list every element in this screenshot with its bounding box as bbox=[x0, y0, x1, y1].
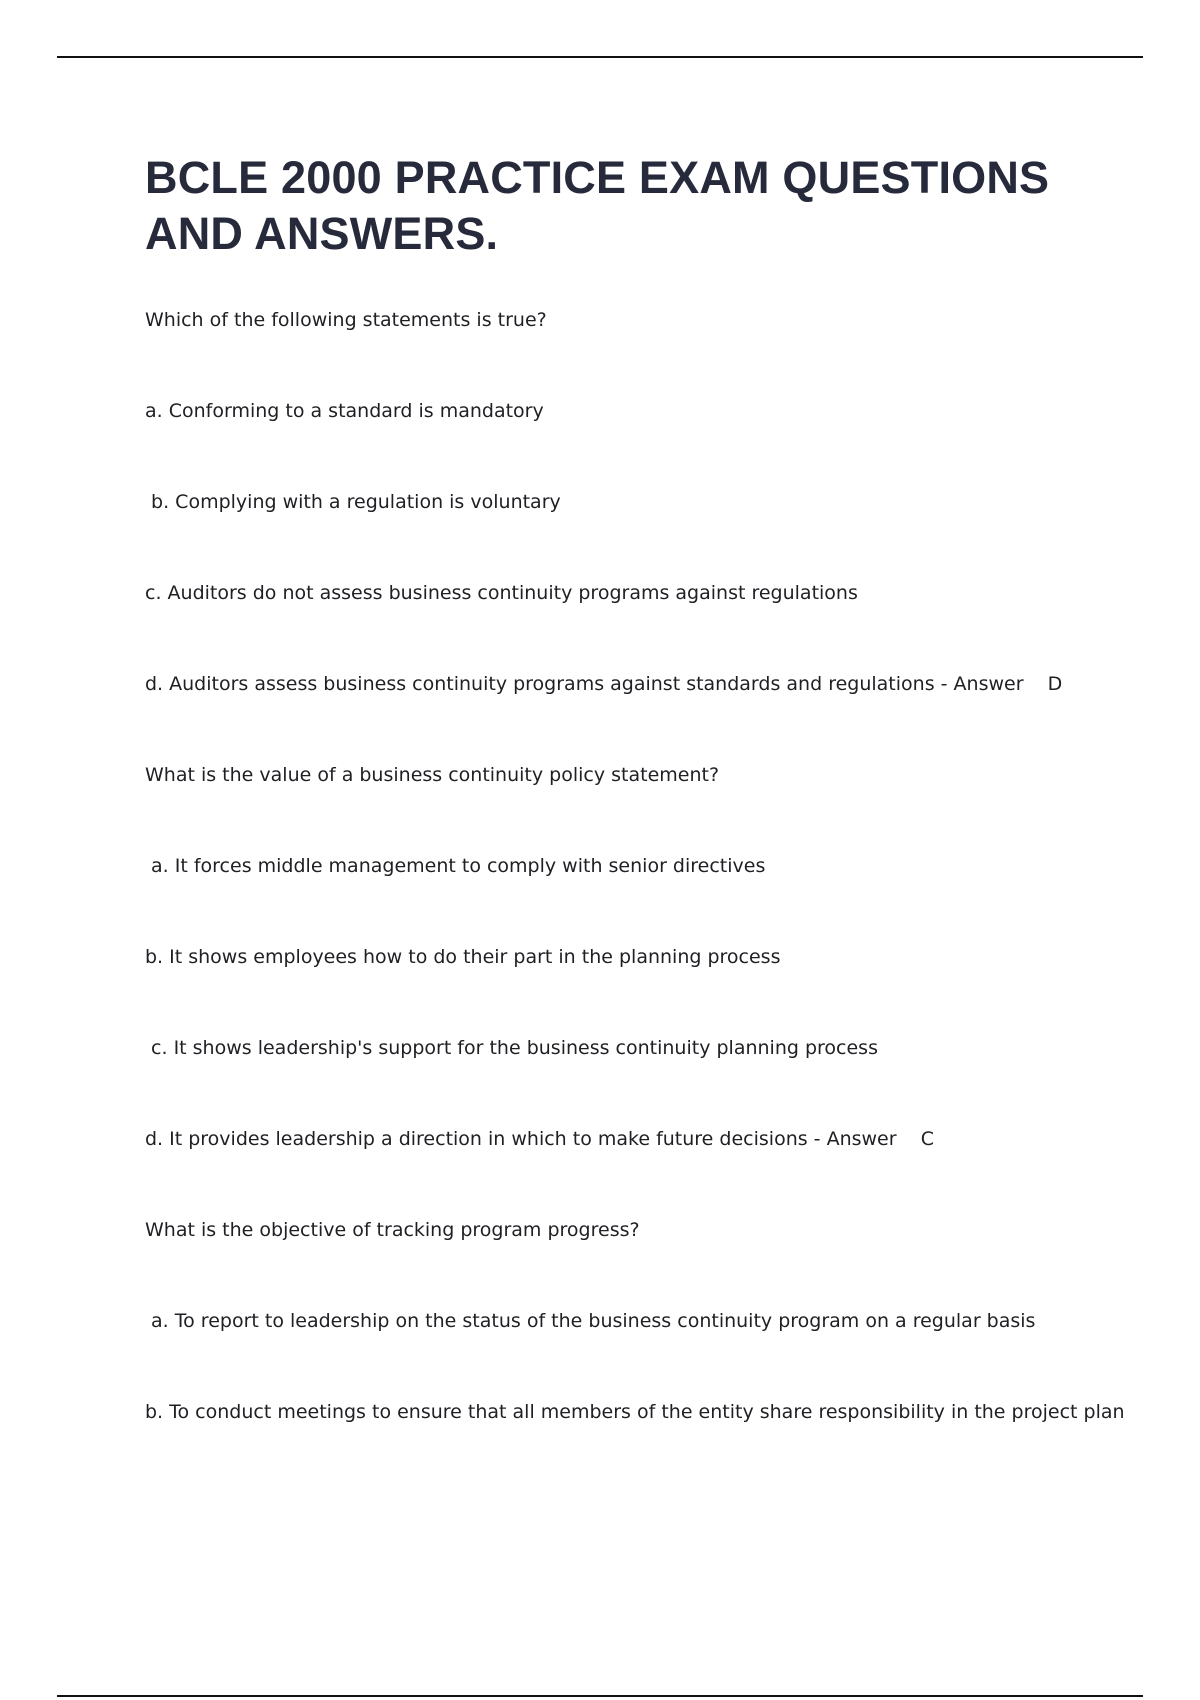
bottom-rule bbox=[57, 1695, 1143, 1697]
question-1-option-c: c. Auditors do not assess business continuity programs against regulations bbox=[145, 582, 858, 604]
document-body bbox=[145, 150, 1145, 1491]
document-title: BCLE 2000 PRACTICE EXAM QUESTIONS AND ANSWERS. bbox=[145, 152, 1050, 259]
question-3-prompt: What is the objective of tracking program progress? bbox=[145, 1219, 640, 1241]
question-2-prompt: What is the value of a business continuity policy statement? bbox=[145, 764, 720, 786]
question-1-option-a: a. Conforming to a standard is mandatory bbox=[145, 400, 544, 422]
question-2-option-a: a. It forces middle management to comply with senior directives bbox=[145, 855, 766, 877]
question-list bbox=[145, 308, 1145, 1491]
question-2-option-d-answer: d. It provides leadership a direction in which to make future decisions - Answer C bbox=[145, 1128, 934, 1150]
question-1-option-d-answer: d. Auditors assess business continuity programs against standards and regulations - Answer D bbox=[145, 673, 1063, 695]
question-3-option-a: a. To report to leadership on the status of the business continuity program on a regular basis bbox=[145, 1310, 1036, 1332]
question-2-option-b: b. It shows employees how to do their part in the planning process bbox=[145, 946, 781, 968]
question-2-option-c: c. It shows leadership's support for the business continuity planning process bbox=[145, 1037, 878, 1059]
question-3-option-b: b. To conduct meetings to ensure that all members of the entity share responsibility in the project plan bbox=[145, 1401, 1125, 1423]
question-1-prompt: Which of the following statements is true? bbox=[145, 309, 547, 331]
top-rule bbox=[57, 56, 1143, 58]
question-1-option-b: b. Complying with a regulation is voluntary bbox=[145, 491, 561, 513]
